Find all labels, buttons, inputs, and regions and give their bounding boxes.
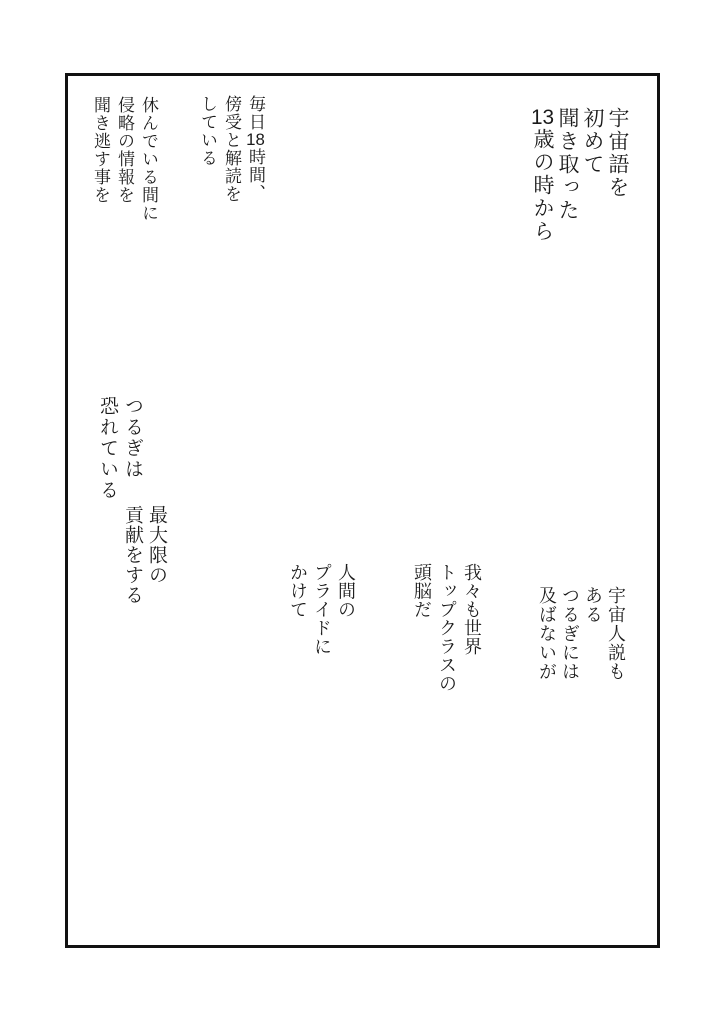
- dialogue-line: [530, 107, 555, 243]
- dialogue-top-left: [88, 96, 160, 222]
- dialogue-line: 宇宙語を: [606, 107, 629, 199]
- dialogue-line: 貢献をする: [122, 505, 143, 605]
- tcy-digits: 13: [530, 107, 555, 128]
- line-text: 歳の時から: [531, 128, 554, 243]
- dialogue-line: ある: [583, 586, 603, 624]
- dialogue-line: [243, 95, 267, 203]
- dialogue-line: かけて: [288, 563, 308, 619]
- dialogue-line: 初めて: [581, 107, 604, 176]
- dialogue-line: 我々も世界: [462, 563, 482, 656]
- dialogue-bottom-right: [535, 586, 627, 681]
- line-text: 時間、: [246, 148, 265, 202]
- dialogue-line: つるぎには: [560, 586, 580, 681]
- dialogue-line: トップクラスの: [437, 563, 457, 693]
- dialogue-line: 及ばないが: [537, 586, 557, 681]
- dialogue-bottom-mid-left: [286, 563, 358, 656]
- dialogue-mid-left-lower: [120, 505, 168, 605]
- dialogue-line: 傍受と解読を: [222, 95, 241, 203]
- dialogue-line: プライドに: [312, 563, 332, 656]
- dialogue-line: 頭脳だ: [412, 563, 432, 619]
- dialogue-line: 休んでいる間に: [139, 96, 158, 222]
- dialogue-top-right: [530, 107, 630, 243]
- dialogue-top-mid-left: [195, 95, 267, 203]
- dialogue-line: 最大限の: [146, 505, 167, 585]
- dialogue-line: つるぎは: [122, 396, 143, 480]
- line-text: 毎日: [246, 95, 265, 131]
- dialogue-line: 聞き取った: [556, 107, 579, 222]
- dialogue-bottom-mid: [409, 563, 484, 693]
- tcy-digits: 18: [246, 131, 265, 148]
- dialogue-line: 宇宙人説も: [606, 586, 626, 681]
- dialogue-line: 恐れている: [97, 396, 118, 501]
- dialogue-mid-left-upper: [95, 396, 145, 501]
- dialogue-line: 人間の: [336, 563, 356, 619]
- dialogue-line: 聞き逃す事を: [91, 96, 110, 204]
- dialogue-line: している: [198, 95, 217, 167]
- dialogue-line: 侵略の情報を: [115, 96, 134, 204]
